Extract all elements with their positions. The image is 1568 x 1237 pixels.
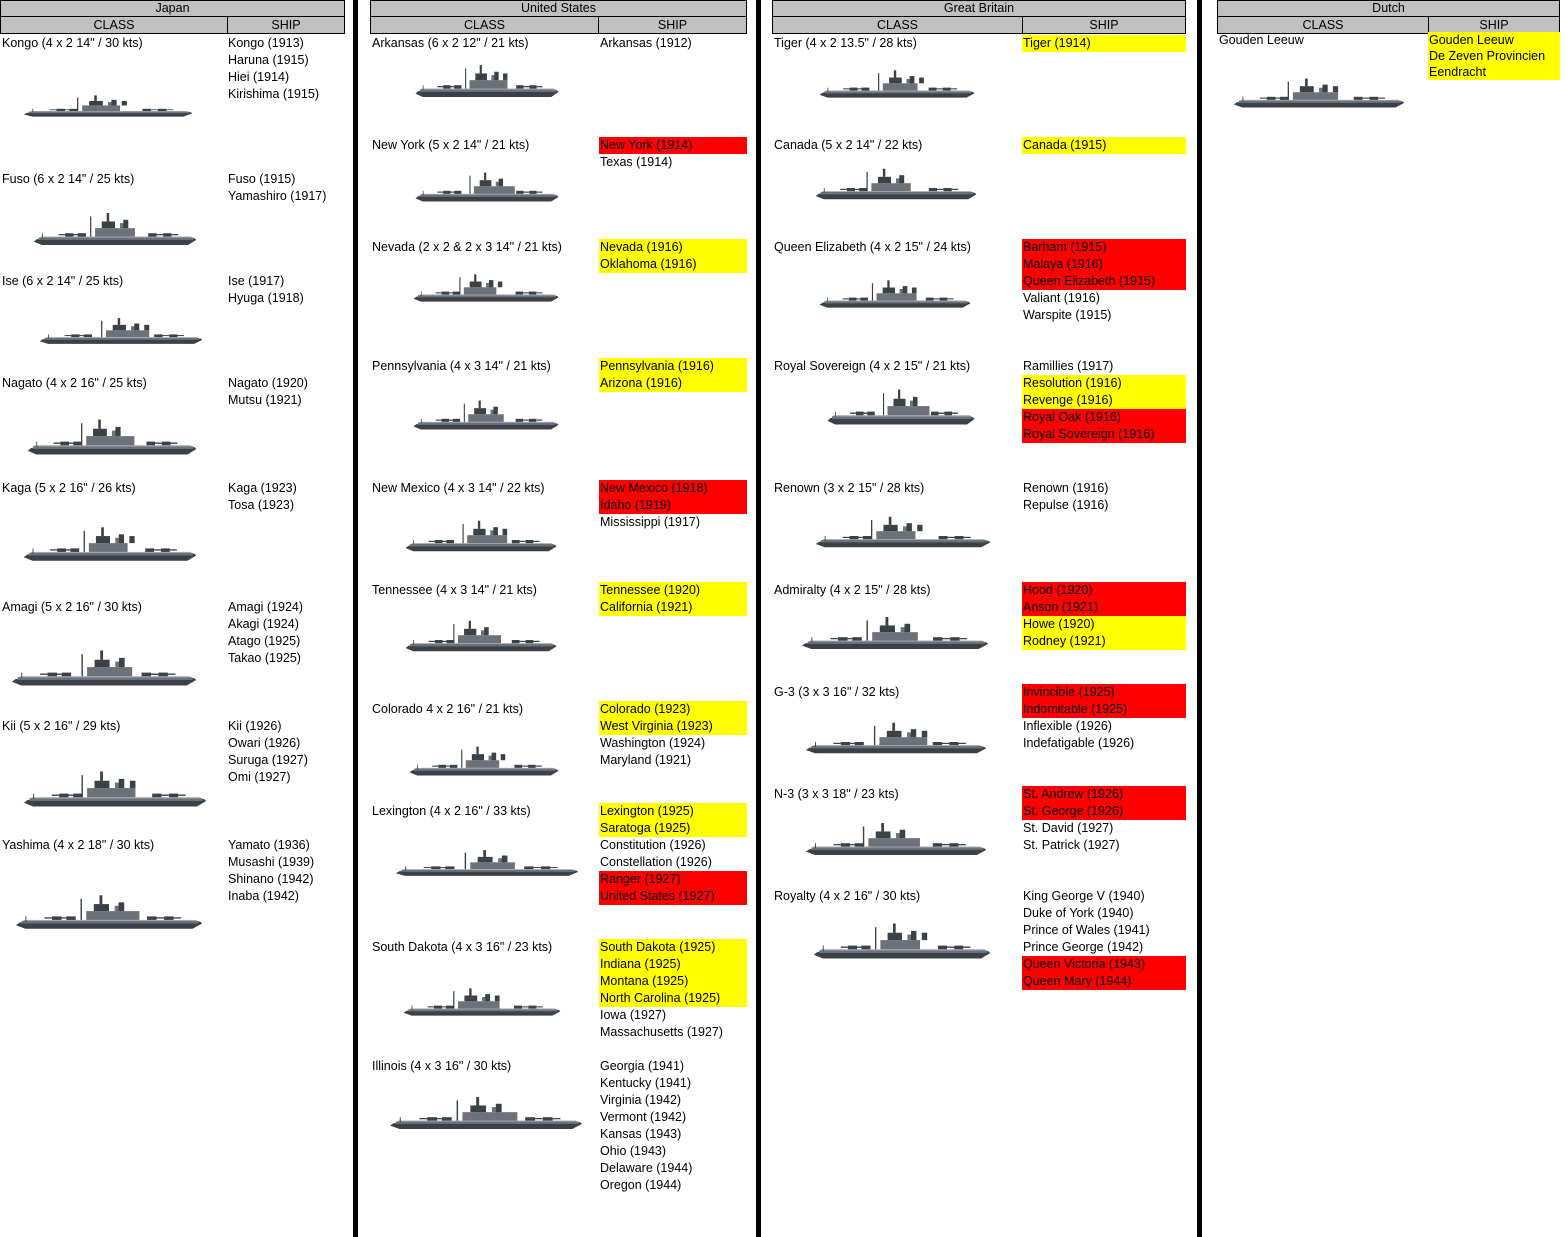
class-name: New York (5 x 2 14" / 21 kts) <box>372 138 530 152</box>
ship-name: Queen Victoria (1943) <box>1022 956 1186 973</box>
ship-name: Kongo (1913) <box>228 36 304 50</box>
ship-name: Warspite (1915) <box>1023 308 1112 322</box>
ship-name: Barham (1915) <box>1022 239 1186 256</box>
class-name: Colorado 4 x 2 16" / 21 kts) <box>372 702 524 716</box>
ship-name: Tosa (1923) <box>228 498 295 512</box>
ship-list <box>1022 786 1186 854</box>
ship-name: Valiant (1916) <box>1023 291 1100 305</box>
ship-list <box>1022 888 1186 990</box>
ship-name: Howe (1920) <box>1022 616 1186 633</box>
ship-name: Ramillies (1917) <box>1023 359 1114 373</box>
ship-name: Mississippi (1917) <box>600 515 701 529</box>
ship-silhouette-image <box>818 276 972 312</box>
ship-name: De Zeven Provincien <box>1428 48 1560 64</box>
ship-silhouette-image <box>26 414 198 460</box>
class-name: N-3 (3 x 3 18" / 23 kts) <box>774 787 899 801</box>
ship-name: Nagato (1920) <box>228 376 308 390</box>
ship-name: Maryland (1921) <box>600 753 692 767</box>
ship-name: Hood (1920) <box>1022 582 1186 599</box>
ship-name: Kaga (1923) <box>228 481 297 495</box>
ship-name: Queen Elizabeth (1915) <box>1022 273 1186 290</box>
ship-name: Massachusetts (1927) <box>600 1025 723 1039</box>
ship-name: Tiger (1914) <box>1022 35 1186 52</box>
ship-silhouette-image <box>412 270 560 306</box>
ship-silhouette-image <box>826 384 976 430</box>
ship-name: Lexington (1925) <box>599 803 747 820</box>
ship-name: Akagi (1924) <box>228 617 299 631</box>
ship-name: Idaho (1919) <box>599 497 747 514</box>
ship-silhouette-image <box>32 208 198 250</box>
ship-name: Ise (1917) <box>228 274 285 288</box>
ship-silhouette-image <box>14 890 204 934</box>
class-name: Gouden Leeuw <box>1219 33 1304 47</box>
ship-name: Kii (1926) <box>228 719 282 733</box>
class-name: New Mexico (4 x 3 14" / 22 kts) <box>372 481 545 495</box>
ship-name: Gouden Leeuw <box>1428 32 1560 48</box>
ship-name: Musashi (1939) <box>228 855 315 869</box>
section-title-united-states: United States <box>370 0 747 17</box>
ship-name: Montana (1925) <box>599 973 747 990</box>
ship-name: Constitution (1926) <box>600 838 706 852</box>
ship-name: Inaba (1942) <box>228 889 299 903</box>
ship-name: Prince of Wales (1941) <box>1023 923 1150 937</box>
ship-name: Iowa (1927) <box>600 1008 667 1022</box>
class-name: Nevada (2 x 2 & 2 x 3 14" / 21 kts) <box>372 240 562 254</box>
class-name: Fuso (6 x 2 14" / 25 kts) <box>2 172 135 186</box>
class-name: Canada (5 x 2 14" / 22 kts) <box>774 138 923 152</box>
ship-silhouette-image <box>1232 74 1406 112</box>
ship-name: Omi (1927) <box>228 770 291 784</box>
class-name: Admiralty (4 x 2 15" / 28 kts) <box>774 583 931 597</box>
class-header: CLASS <box>0 16 228 34</box>
ship-name: St. George (1926) <box>1022 803 1186 820</box>
ship-name: United States (1927) <box>599 888 747 905</box>
ship-name: Saratoga (1925) <box>599 820 747 837</box>
ship-list <box>1022 358 1186 443</box>
ship-silhouette-image <box>404 516 558 556</box>
ship-list <box>599 239 747 273</box>
ship-header: SHIP <box>598 16 747 34</box>
ship-name: California (1921) <box>599 599 747 616</box>
ship-name: Haruna (1915) <box>228 53 309 67</box>
ship-silhouette-image <box>22 522 198 566</box>
ship-name: King George V (1940) <box>1023 889 1145 903</box>
ship-list <box>227 599 345 667</box>
ship-silhouette-image <box>388 1092 584 1134</box>
ship-name: Inflexible (1926) <box>1023 719 1112 733</box>
ship-silhouette-image <box>804 818 988 860</box>
ship-name: Repulse (1916) <box>1023 498 1109 512</box>
ship-list <box>599 582 747 616</box>
ship-silhouette-image <box>414 60 560 102</box>
ship-silhouette-image <box>818 66 976 102</box>
ship-name: Canada (1915) <box>1022 137 1186 154</box>
class-name: Kongo (4 x 2 14" / 30 kts) <box>2 36 143 50</box>
class-name: Queen Elizabeth (4 x 2 15" / 24 kts) <box>774 240 971 254</box>
ship-name: Texas (1914) <box>600 155 673 169</box>
ship-name: Indomitable (1925) <box>1022 701 1186 718</box>
ship-name: Renown (1916) <box>1023 481 1109 495</box>
ship-name: Georgia (1941) <box>600 1059 685 1073</box>
class-name: Ise (6 x 2 14" / 25 kts) <box>2 274 124 288</box>
class-header: CLASS <box>772 16 1023 34</box>
ship-name: Tennessee (1920) <box>599 582 747 599</box>
ship-name: Yamashiro (1917) <box>228 189 327 203</box>
ship-list <box>1022 35 1186 52</box>
ship-list <box>1022 684 1186 752</box>
ship-silhouette-image <box>800 612 990 654</box>
ship-silhouette-image <box>414 168 560 206</box>
ship-name: Indefatigable (1926) <box>1023 736 1135 750</box>
ship-name: West Virginia (1923) <box>599 718 747 735</box>
ship-name: Royal Oak (1916) <box>1022 409 1186 426</box>
ship-list <box>1022 137 1186 154</box>
section-title-japan: Japan <box>0 0 345 17</box>
ship-name: Rodney (1921) <box>1022 633 1186 650</box>
ship-name: Indiana (1925) <box>599 956 747 973</box>
ship-name: St. Andrew (1926) <box>1022 786 1186 803</box>
class-name: Illinois (4 x 3 16" / 30 kts) <box>372 1059 512 1073</box>
ship-silhouette-image <box>412 396 560 434</box>
ship-list <box>1022 582 1186 650</box>
ship-name: Duke of York (1940) <box>1023 906 1134 920</box>
ship-name: Virginia (1942) <box>600 1093 682 1107</box>
ship-list <box>599 1058 747 1194</box>
ship-silhouette-image <box>408 742 560 780</box>
class-name: Lexington (4 x 2 16" / 33 kts) <box>372 804 531 818</box>
ship-name: Ranger (1927) <box>599 871 747 888</box>
ship-silhouette-image <box>404 616 558 656</box>
class-name: Amagi (5 x 2 16" / 30 kts) <box>2 600 142 614</box>
ship-silhouette-image <box>22 766 208 812</box>
ship-list <box>599 939 747 1041</box>
ship-name: Kirishima (1915) <box>228 87 320 101</box>
ship-name: South Dakota (1925) <box>599 939 747 956</box>
ship-header: SHIP <box>227 16 345 34</box>
class-name: Royal Sovereign (4 x 2 15" / 21 kts) <box>774 359 971 373</box>
class-name: Pennsylvania (4 x 3 14" / 21 kts) <box>372 359 551 373</box>
ship-name: Fuso (1915) <box>228 172 296 186</box>
ship-name: Constellation (1926) <box>600 855 712 869</box>
column-divider <box>353 0 358 1237</box>
ship-header: SHIP <box>1428 16 1560 34</box>
class-header: CLASS <box>1217 16 1429 34</box>
ship-name: Kansas (1943) <box>600 1127 682 1141</box>
ship-name: Shinano (1942) <box>228 872 314 886</box>
class-header: CLASS <box>370 16 599 34</box>
ship-list <box>227 480 345 514</box>
ship-name: Yamato (1936) <box>228 838 310 852</box>
ship-silhouette-image <box>804 718 988 758</box>
ship-name: Nevada (1916) <box>599 239 747 256</box>
ship-name: Hiei (1914) <box>228 70 290 84</box>
ship-silhouette-image <box>22 92 194 120</box>
ship-name: Arizona (1916) <box>599 375 747 392</box>
ship-list <box>599 480 747 531</box>
class-name: Yashima (4 x 2 18" / 30 kts) <box>2 838 155 852</box>
class-name: Arkansas (6 x 2 12" / 21 kts) <box>372 36 529 50</box>
class-name: South Dakota (4 x 3 16" / 23 kts) <box>372 940 553 954</box>
ship-list <box>1428 32 1560 80</box>
ship-list <box>599 803 747 905</box>
ship-name: Pennsylvania (1916) <box>599 358 747 375</box>
ship-silhouette-image <box>812 918 992 964</box>
class-name: Tennessee (4 x 3 14" / 21 kts) <box>372 583 537 597</box>
ship-name: Amagi (1924) <box>228 600 304 614</box>
ship-name: Queen Mary (1944) <box>1022 973 1186 990</box>
class-name: Nagato (4 x 2 16" / 25 kts) <box>2 376 147 390</box>
ship-name: Washington (1924) <box>600 736 706 750</box>
column-divider <box>1197 0 1202 1237</box>
section-title-dutch: Dutch <box>1217 0 1560 17</box>
ship-silhouette-image <box>394 846 580 880</box>
ship-name: Kentucky (1941) <box>600 1076 692 1090</box>
ship-name: Prince George (1942) <box>1023 940 1144 954</box>
ship-name: Suruga (1927) <box>228 753 308 767</box>
ship-name: Mutsu (1921) <box>228 393 302 407</box>
ship-name: Hyuga (1918) <box>228 291 304 305</box>
ship-name: Colorado (1923) <box>599 701 747 718</box>
ship-list <box>227 718 345 786</box>
ship-silhouette-image <box>10 645 198 691</box>
ship-list <box>1022 480 1186 514</box>
ship-name: Ohio (1943) <box>600 1144 667 1158</box>
ship-silhouette-image <box>402 984 562 1020</box>
column-divider <box>756 0 761 1237</box>
ship-name: Oregon (1944) <box>600 1178 682 1192</box>
ship-silhouette-image <box>814 164 978 204</box>
class-name: Kii (5 x 2 16" / 29 kts) <box>2 719 121 733</box>
ship-header: SHIP <box>1022 16 1186 34</box>
class-name: G-3 (3 x 3 16" / 32 kts) <box>774 685 900 699</box>
ship-name: North Carolina (1925) <box>599 990 747 1007</box>
ship-name: Resolution (1916) <box>1022 375 1186 392</box>
ship-list <box>227 35 345 103</box>
ship-name: Eendracht <box>1428 64 1560 80</box>
class-name: Kaga (5 x 2 16" / 26 kts) <box>2 481 136 495</box>
ship-name: Takao (1925) <box>228 651 301 665</box>
ship-list <box>599 35 747 52</box>
ship-silhouette-image <box>38 314 204 348</box>
ship-name: Vermont (1942) <box>600 1110 687 1124</box>
ship-name: St. David (1927) <box>1023 821 1114 835</box>
ship-name: Royal Sovereign (1916) <box>1022 426 1186 443</box>
ship-name: Delaware (1944) <box>600 1161 693 1175</box>
ship-list <box>227 837 345 905</box>
ship-list <box>1022 239 1186 324</box>
ship-name: Oklahoma (1916) <box>599 256 747 273</box>
ship-name: St. Patrick (1927) <box>1023 838 1120 852</box>
ship-list <box>599 137 747 171</box>
class-name: Tiger (4 x 2 13.5" / 28 kts) <box>774 36 917 50</box>
ship-name: Invincible (1925) <box>1022 684 1186 701</box>
ship-list <box>227 375 345 409</box>
ship-name: Owari (1926) <box>228 736 301 750</box>
ship-name: Atago (1925) <box>228 634 301 648</box>
class-name: Renown (3 x 2 15" / 28 kts) <box>774 481 925 495</box>
ship-name: Malaya (1916) <box>1022 256 1186 273</box>
ship-name: Arkansas (1912) <box>600 36 692 50</box>
ship-name: New Mexico (1918) <box>599 480 747 497</box>
ship-silhouette-image <box>814 512 992 552</box>
ship-list <box>599 701 747 769</box>
ship-list <box>227 273 345 307</box>
ship-list <box>599 358 747 392</box>
class-name: Royalty (4 x 2 16" / 30 kts) <box>774 889 921 903</box>
ship-list <box>227 171 345 205</box>
ship-name: Revenge (1916) <box>1022 392 1186 409</box>
section-title-great-britain: Great Britain <box>772 0 1186 17</box>
ship-name: New York (1914) <box>599 137 747 154</box>
ship-name: Anson (1921) <box>1022 599 1186 616</box>
